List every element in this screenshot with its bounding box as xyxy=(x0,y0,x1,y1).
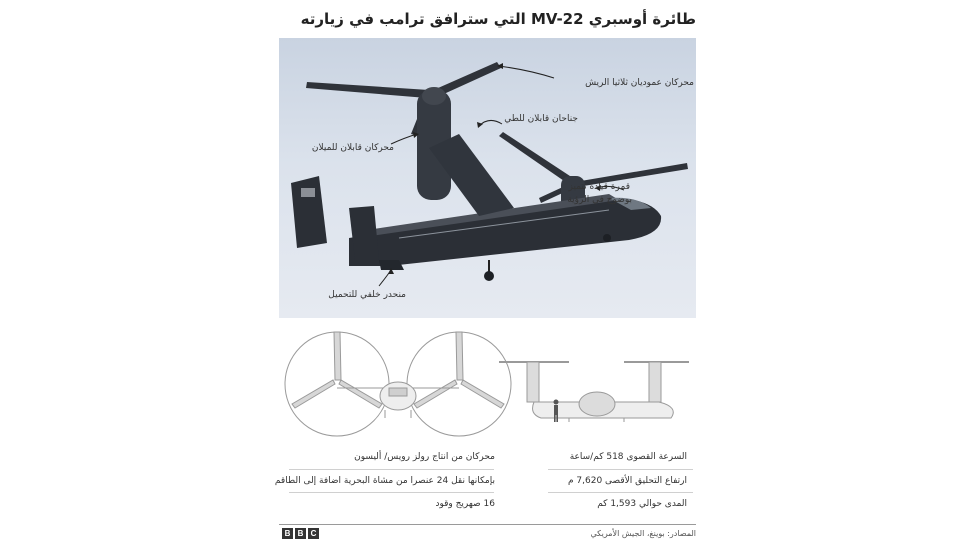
callout-folding-wings: جناحان قابلان للطي xyxy=(504,114,578,124)
footer-divider xyxy=(279,524,696,525)
logo-letter: B xyxy=(295,528,306,539)
spec-capacity: بإمكانها نقل 24 عنصرا من مشاة البحرية اضافة إلى الطاقم xyxy=(274,476,495,486)
spec-max-altitude: ارتفاع التحليق الأقصى 7,620 م xyxy=(567,476,687,486)
logo-letter: B xyxy=(282,528,293,539)
page-title: طائرة أوسبري MV-22 التي سترافق ترامب في زيارته xyxy=(300,10,696,28)
separator xyxy=(289,469,494,470)
callout-rear-ramp: منحدر خلفي للتحميل xyxy=(328,290,406,300)
spec-max-speed: السرعة القصوى 518 كم/ساعة xyxy=(569,452,687,462)
bbc-logo xyxy=(282,528,319,539)
logo-letter: C xyxy=(308,528,319,539)
spec-engines: محركان من انتاج رولز رويس/ أليسون xyxy=(354,452,495,462)
spec-fuel-tanks: 16 صهريج وقود xyxy=(435,499,495,509)
callout-vertical-engines: محركان عموديان ثلاثيا الريش xyxy=(585,78,694,88)
separator xyxy=(548,469,693,470)
spec-range: المدى حوالي 1,593 كم xyxy=(597,499,687,509)
source-credit: المصادر: بوينغ، الجيش الأمريكي xyxy=(590,529,696,538)
callout-cockpit-line1: قمرة قيادة تتميز xyxy=(568,182,630,192)
aircraft-line-drawings xyxy=(279,322,696,440)
separator xyxy=(548,492,693,493)
aircraft-photo xyxy=(279,38,696,318)
callout-cockpit-line2: بوضوح في الرؤية xyxy=(567,195,632,205)
person-scale-figure xyxy=(554,400,559,423)
separator xyxy=(289,492,494,493)
callout-tilting-engines: محركان قابلان للميلان xyxy=(311,143,394,153)
infographic-card xyxy=(274,0,696,549)
